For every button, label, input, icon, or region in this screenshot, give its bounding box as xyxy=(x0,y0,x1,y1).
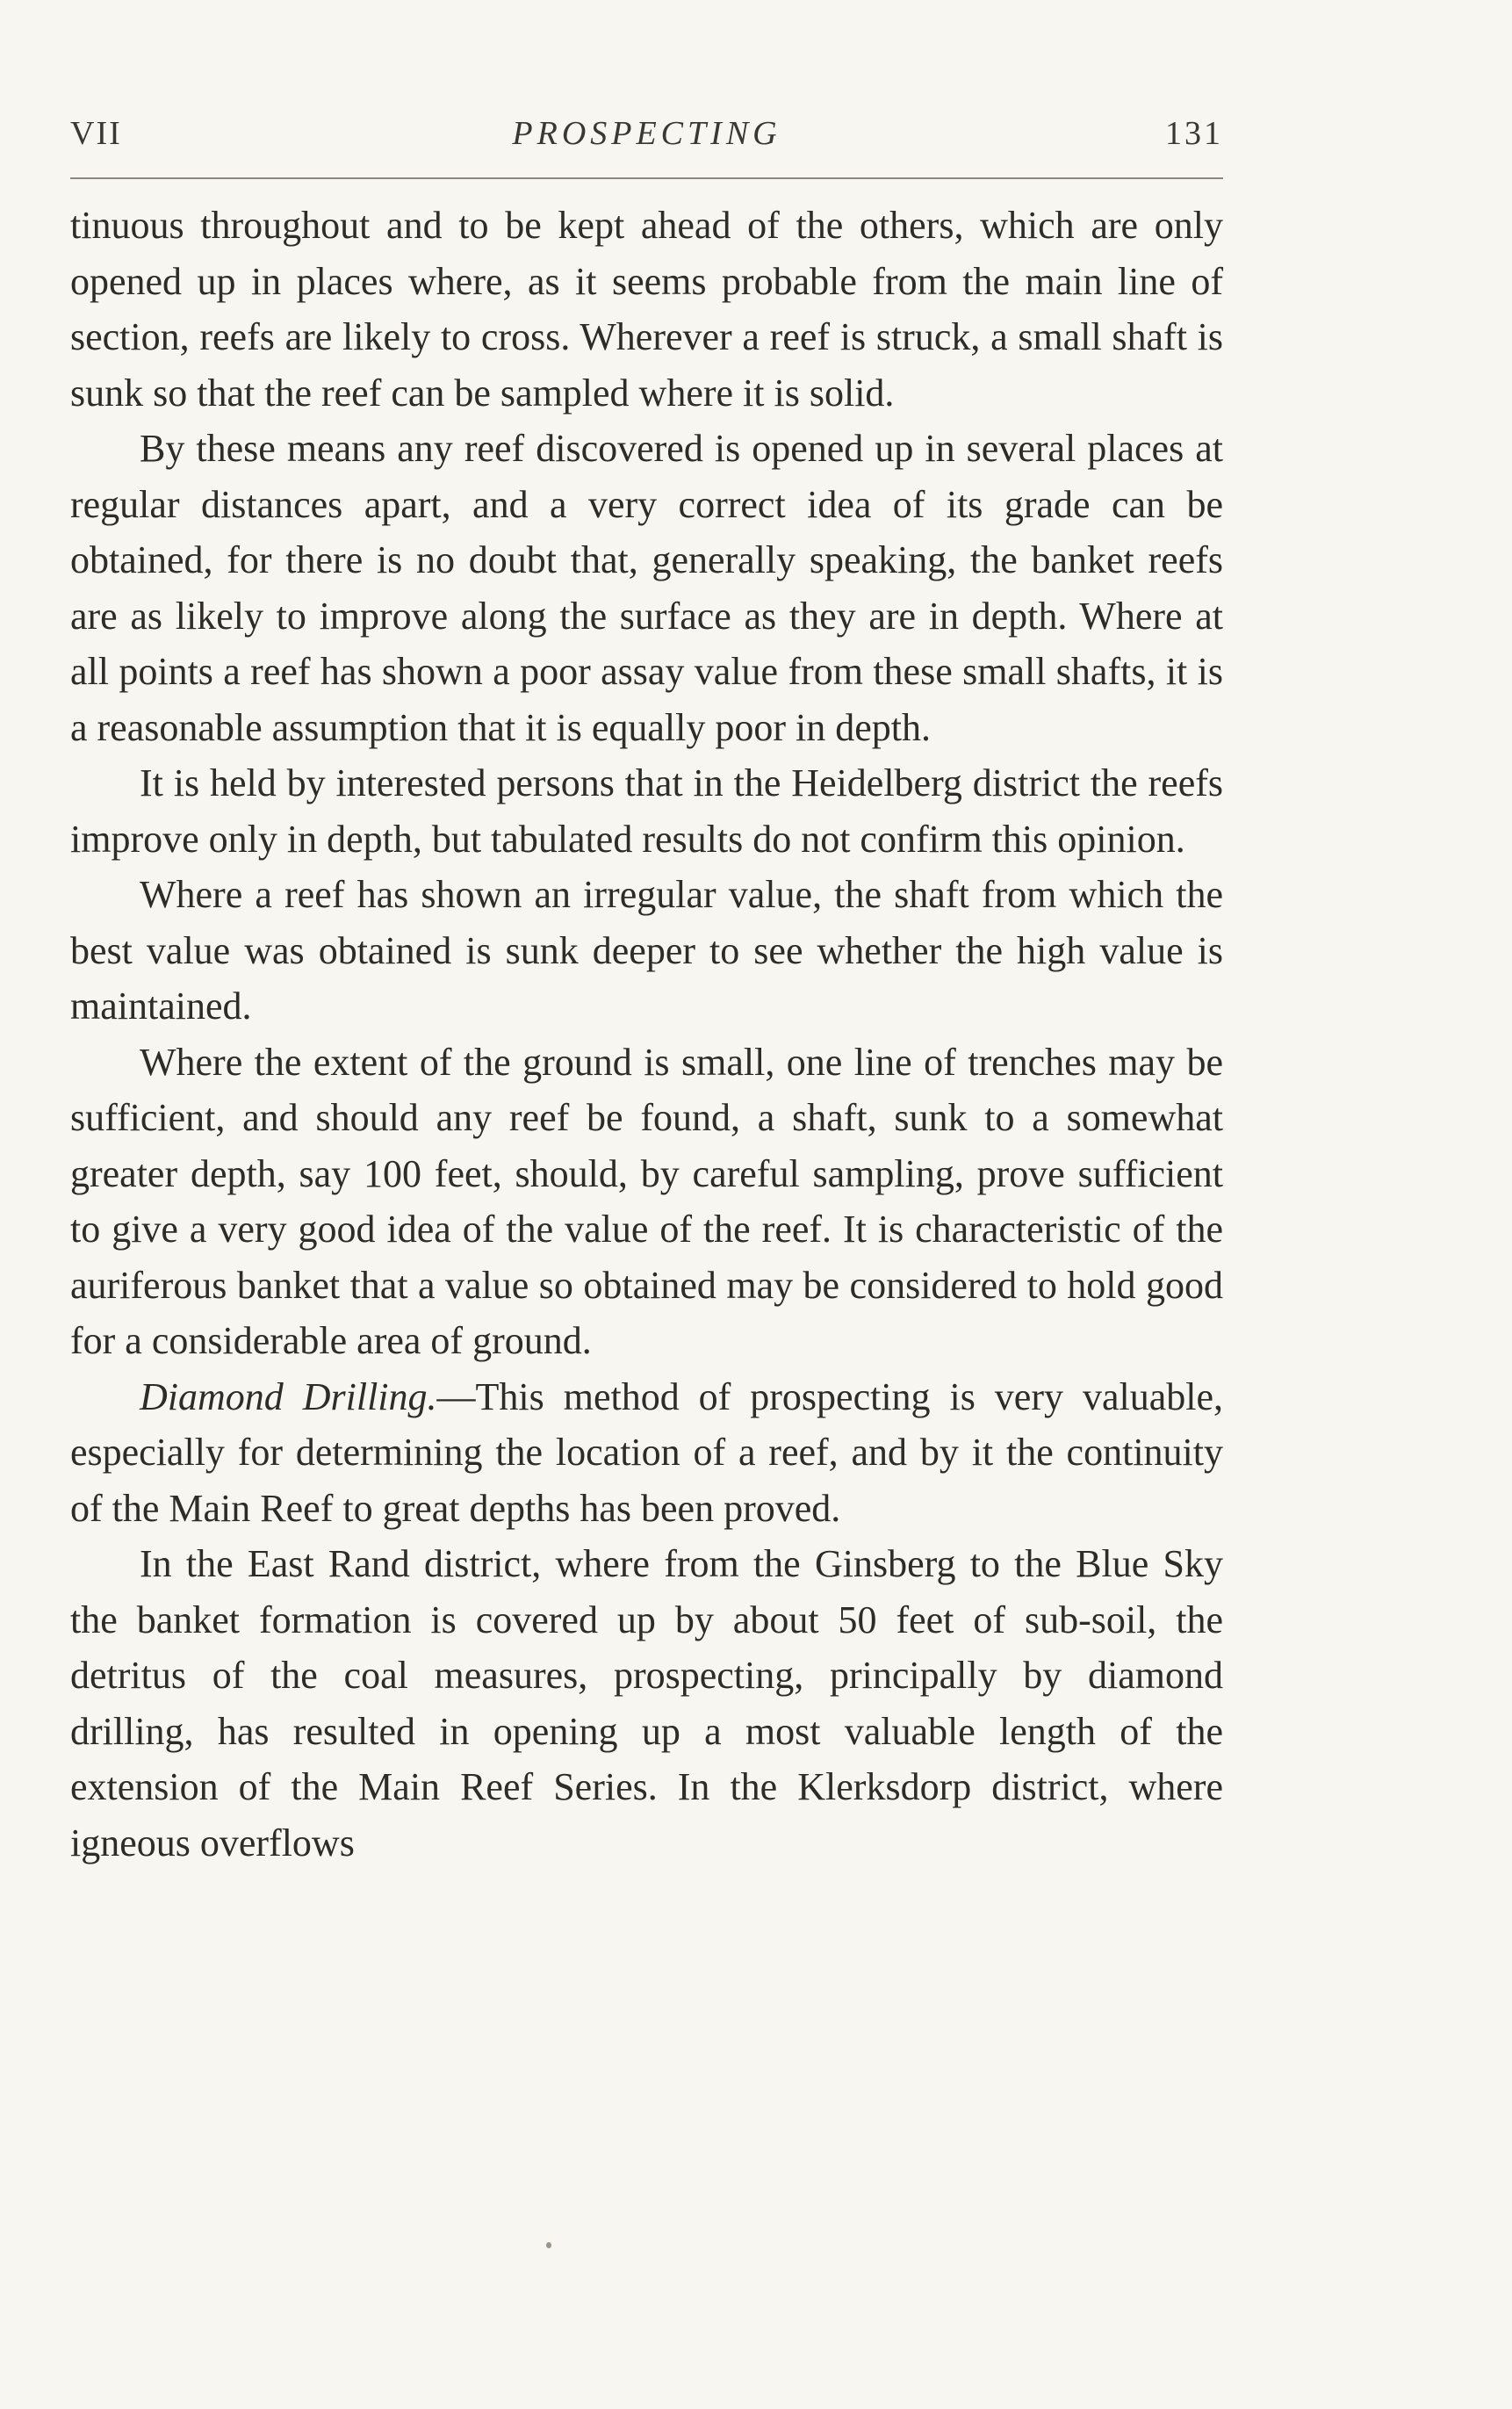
page-mark xyxy=(546,2242,551,2248)
body-text xyxy=(70,198,1223,1871)
header-rule xyxy=(70,177,1223,179)
running-header xyxy=(70,114,1223,158)
page-number: 131 xyxy=(1165,115,1223,152)
paragraph-continuation: tinuous throughout and to be kept ahead of the others, which are only opened up in places where, as it seems probable from the main line of section, reefs are likely to cross. Wherever a reef is struck, a small shaft is sunk so that the reef can be sampled where it is solid. xyxy=(70,204,1223,415)
paragraph-text: —This method of prospecting is very valuable, especially for determining the location of a reef, and by it the continuity of the Main Reef to great depths has been proved. xyxy=(70,1374,1223,1530)
paragraph: Where the extent of the ground is small, one line of trenches may be sufficient, and should any reef be found, a shaft, sunk to a somewhat greater depth, say 100 feet, should, by careful sampling, prove sufficient to give a very good idea of the value of the reef. It is characteristic of the auriferous banket that a value so obtained may be considered to hold good for a considerable area of ground. xyxy=(70,1040,1223,1362)
paragraph-diamond-drilling xyxy=(70,1369,1223,1537)
paragraph: In the East Rand district, where from the Ginsberg to the Blue Sky the banket formation is covered up by about 50 feet of sub-soil, the detritus of the coal measures, prospecting, principally by diamond drilling, has resulted in opening up a most valuable length of the extension of the Main Reef Series. In the Klerksdorp district, where igneous overflows xyxy=(70,1542,1223,1864)
section-heading: Diamond Drilling. xyxy=(140,1374,437,1418)
paragraph: Where a reef has shown an irregular value, the shaft from which the best value was obtained is sunk deeper to see whether the high value is maintained. xyxy=(70,873,1223,1028)
paragraph: By these means any reef discovered is opened up in several places at regular distances apart, and a very correct idea of its grade can be obtained, for there is no doubt that, generally speaking, the banket reefs are as likely to improve along the surface as they are in depth. Where at all points a reef has shown a poor assay value from these small shafts, it is a reasonable assumption that it is equally poor in depth. xyxy=(70,427,1223,749)
chapter-number: VII xyxy=(70,115,122,152)
running-title: PROSPECTING xyxy=(512,115,781,152)
paragraph: It is held by interested persons that in the Heidelberg district the reefs improve only in depth, but tabulated results do not confirm this opinion. xyxy=(70,761,1223,861)
